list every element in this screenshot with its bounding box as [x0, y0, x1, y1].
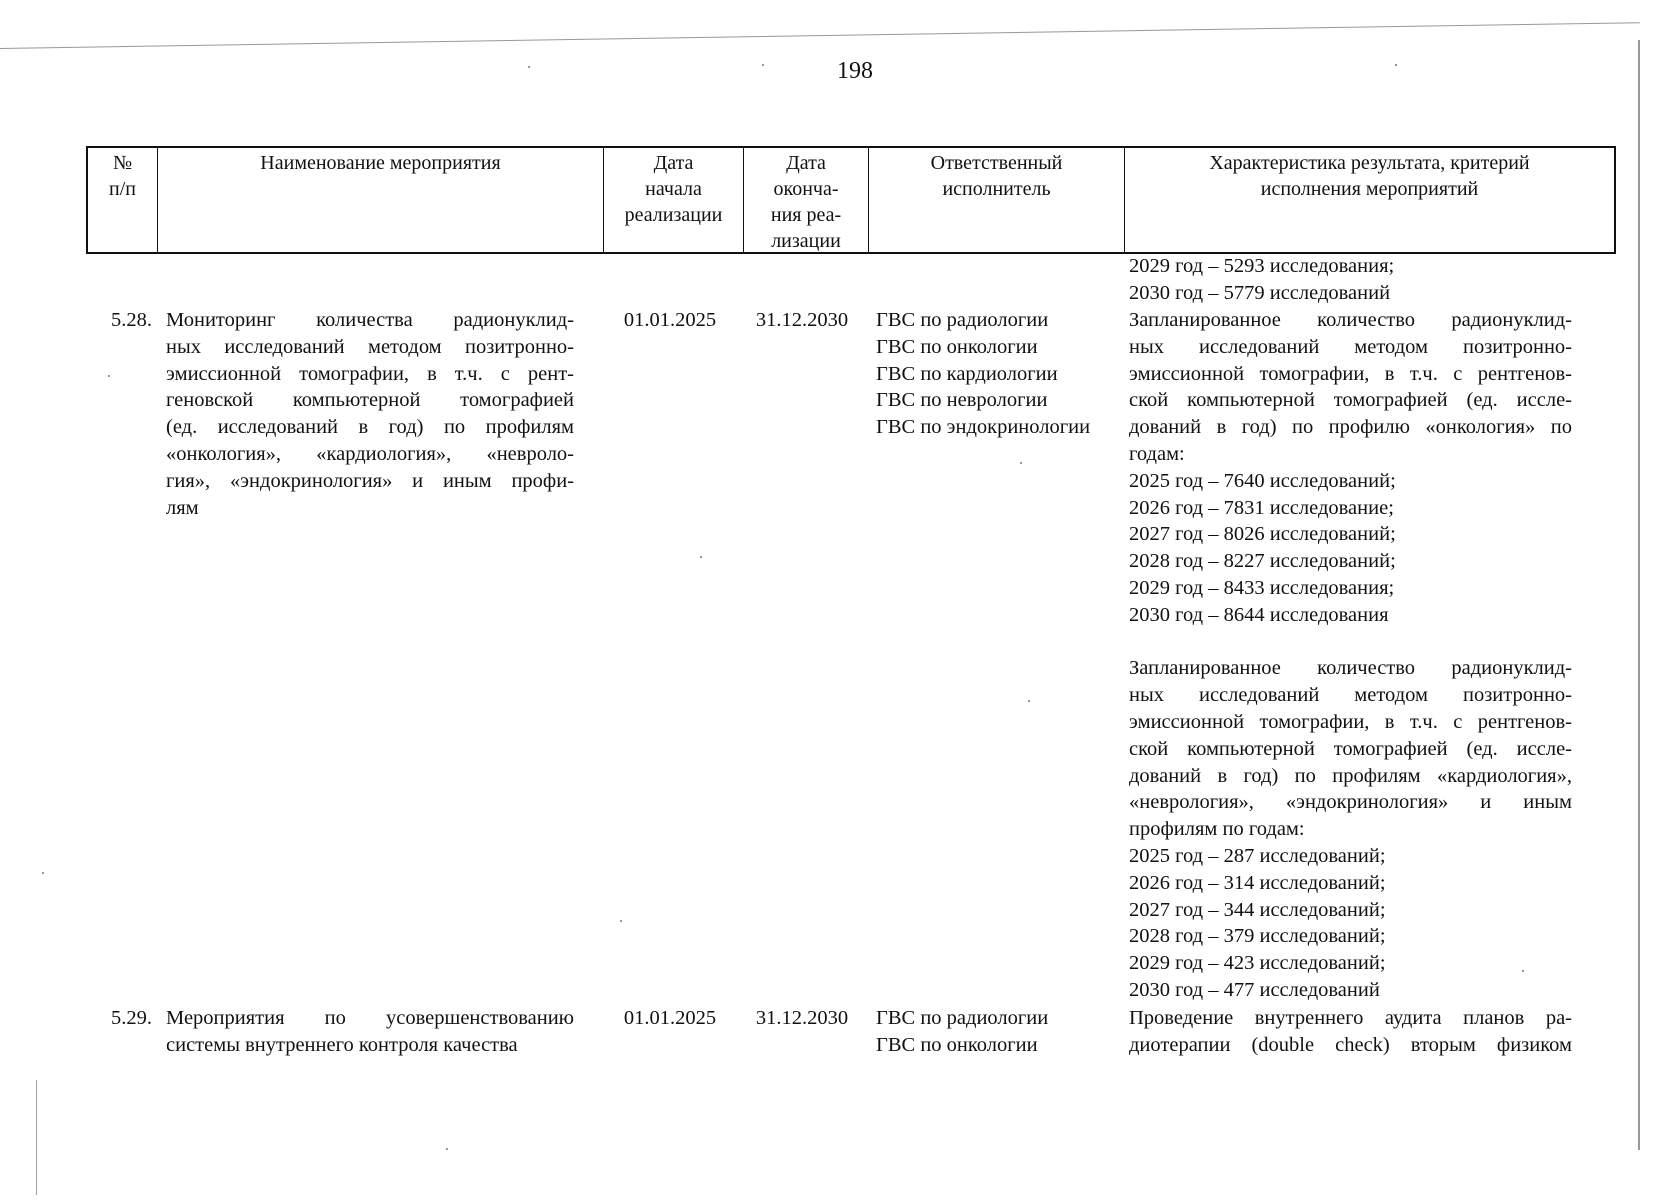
scan-speck — [1020, 462, 1022, 464]
activity-name: Мониторинг количества радионуклид- ных исследований методом позитронно- эмиссионной томографии, в т.ч. с рент- геновской компьютерной томографией (ед. исследований в год) по профилям «онкология», «кардиология», «невроло- гия», «эндокринология» и иным профи- лям — [166, 309, 574, 519]
scan-speck — [446, 1148, 448, 1150]
end-date: 31.12.2030 — [755, 1007, 849, 1029]
responsible-list: ГВС по радиологии ГВС по онкологии ГВС по кардиологии ГВС по неврологии ГВС по эндокринологии — [876, 309, 1091, 439]
header-result: Характеристика результата, критерий исполнения мероприятий — [1209, 152, 1530, 200]
scan-speck — [42, 872, 44, 874]
row-number: 5.29. — [111, 1007, 152, 1029]
result-description: Запланированное количество радионуклид- ных исследований методом позитронно- эмиссионной томографии, в т.ч. с рентгенов- ской компьютерной томографией (ед. иссле- дований в год) по профилю «онкология» по годам: 2025 год – 7640 исследований; 2026 год – 7831 исследование; 2027 год – 8026 исследований; 2028 год – 8227 исследований; 2029 год – 8433 исследования; 2030 год – 8644 исследования Запланированное количество радионуклид- ных исследований методом позитронно- эмиссионной томографии, в т.ч. с рентгенов- ской компьютерной томографией (ед. иссле- дований в год) по профилям «кардиология», «неврология», «эндокринология» и иным профилям по годам: 2025 год – 287 исследований; 2026 год – 314 исследований; 2027 год – 344 исследований; 2028 год – 379 исследований; 2029 год – 423 исследований; 2030 год – 477 исследований — [1129, 309, 1572, 1001]
result-description: Проведение внутреннего аудита планов ра- диотерапии (double check) вторым физиком — [1129, 1007, 1572, 1056]
start-date: 01.01.2025 — [623, 309, 717, 331]
start-date: 01.01.2025 — [623, 1007, 717, 1029]
header-name: Наименование мероприятия — [158, 148, 604, 252]
header-responsible: Ответственный исполнитель — [869, 148, 1125, 252]
scan-edge-top — [0, 22, 1640, 49]
page-number: 198 — [837, 58, 873, 84]
table-header — [86, 146, 1616, 254]
responsible-list: ГВС по радиологии ГВС по онкологии — [876, 1007, 1049, 1056]
scan-edge-right — [1638, 40, 1640, 1150]
header-end-date: Дата оконча- ния реа- лизации — [744, 148, 869, 252]
end-date: 31.12.2030 — [755, 309, 849, 331]
header-num: № п/п — [88, 148, 158, 252]
scan-speck — [1028, 700, 1030, 702]
row-number: 5.28. — [111, 309, 152, 331]
activity-name: Мероприятия по усовершенствованию системы внутреннего контроля качества — [166, 1007, 574, 1056]
header-start-date: Дата начала реализации — [604, 148, 744, 252]
scan-speck — [108, 375, 110, 377]
scan-speck — [700, 556, 702, 558]
scan-edge-left — [36, 1080, 37, 1195]
carryover-result: 2029 год – 5293 исследования; 2030 год – 5779 исследований — [1129, 255, 1395, 304]
scan-speck — [620, 920, 622, 922]
